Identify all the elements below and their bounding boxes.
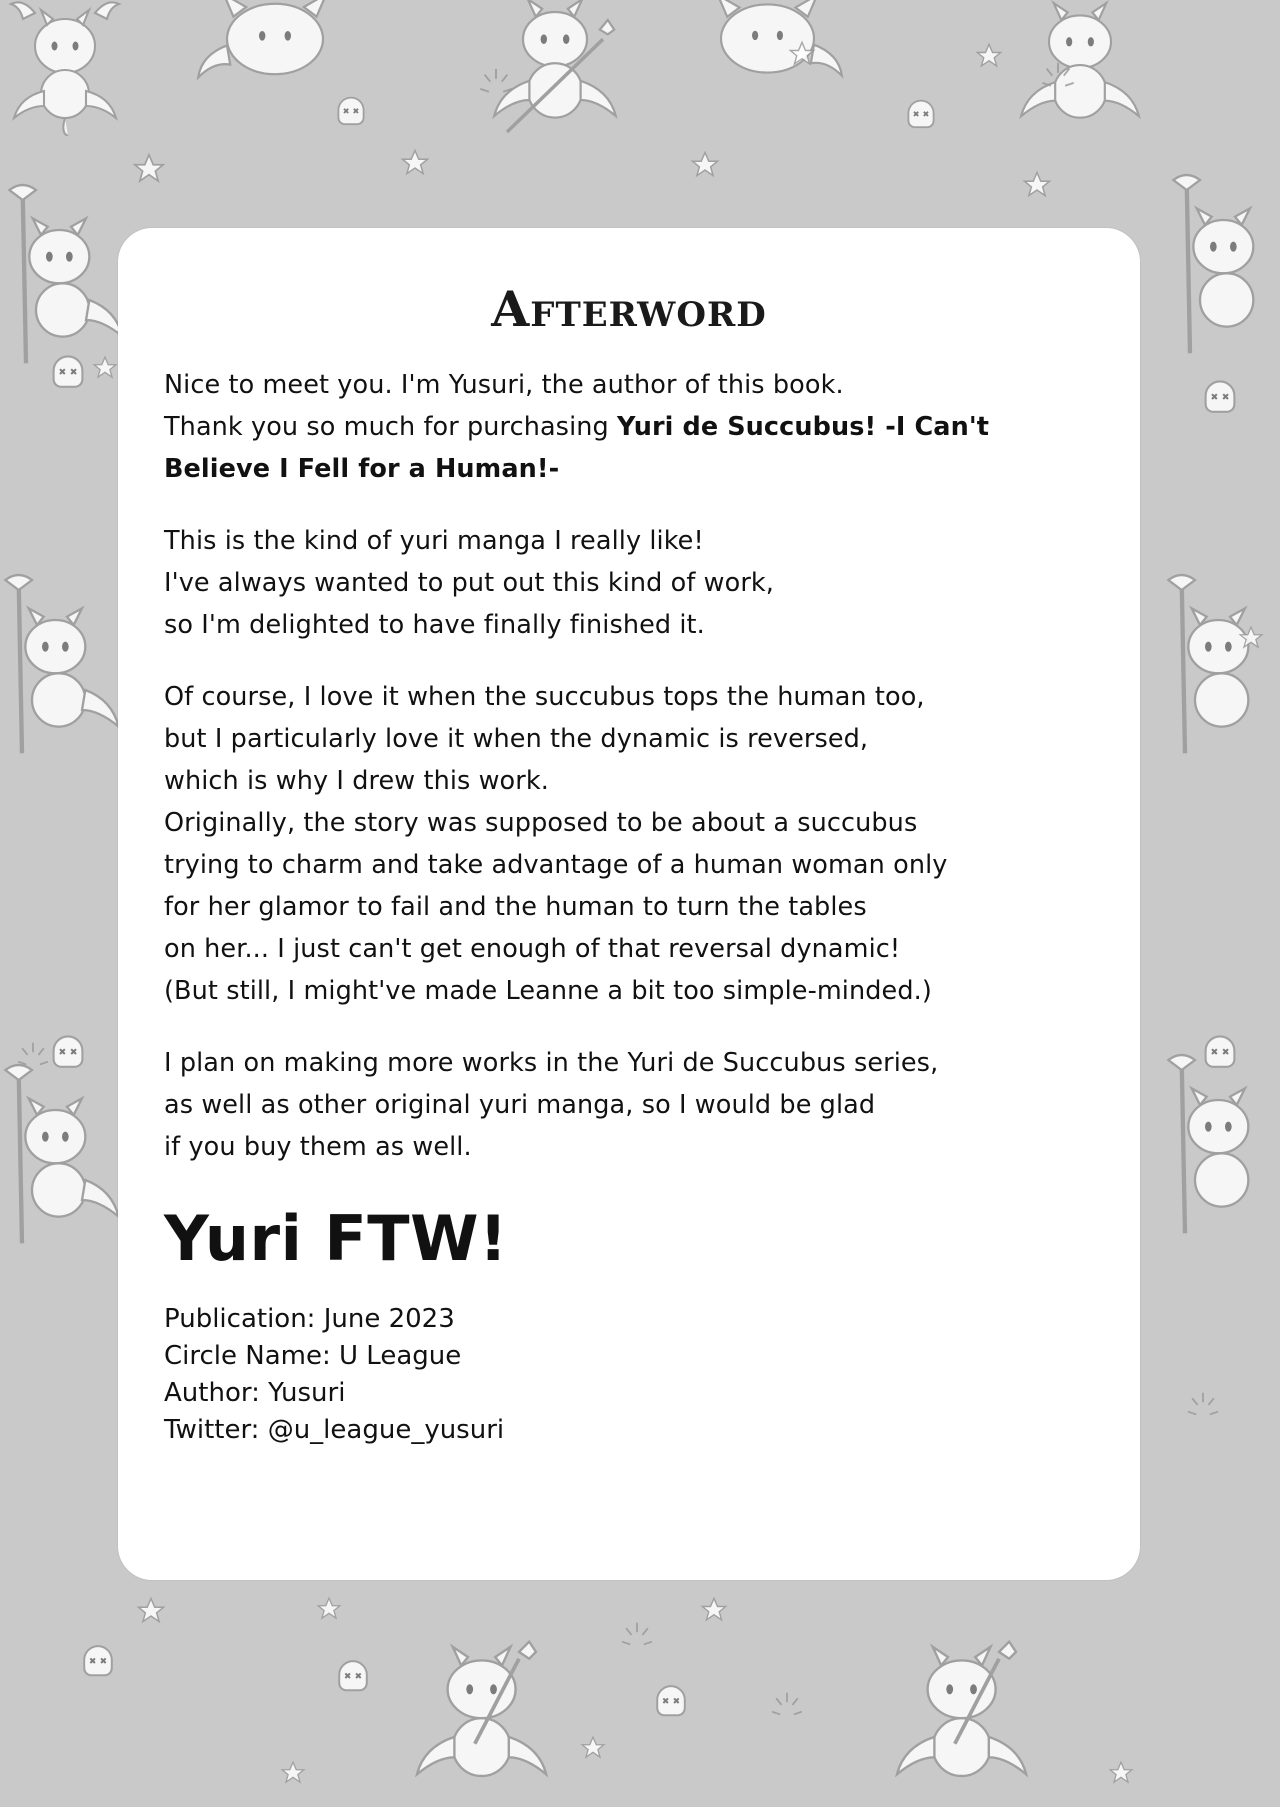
text-line: Of course, I love it when the succubus tops the human too, <box>164 682 925 712</box>
text-line: if you buy them as well. <box>164 1132 472 1162</box>
paragraph-dynamic <box>164 676 1094 1012</box>
succubus-chibi-icon <box>690 0 845 101</box>
star-icon <box>1022 170 1052 200</box>
succubus-chibi-icon <box>0 1060 132 1260</box>
star-icon <box>316 1596 342 1622</box>
skull-icon <box>330 92 372 134</box>
slogan: Yuri FTW! <box>164 1202 508 1275</box>
text-line: I've always wanted to put out this kind of work, <box>164 568 774 598</box>
text-line: This is the kind of yuri manga I really like! <box>164 526 704 556</box>
succubus-chibi-icon <box>0 0 140 136</box>
colophon-circle-name: Circle Name: U League <box>164 1341 462 1371</box>
text-line: so I'm delighted to have finally finished it. <box>164 610 705 640</box>
text-line-bold: Believe I Fell for a Human!- <box>164 454 560 484</box>
succubus-chibi-icon <box>400 1630 570 1807</box>
star-icon <box>400 148 430 178</box>
succubus-chibi-icon <box>880 1630 1050 1807</box>
star-icon <box>580 1735 606 1761</box>
sparkle-icon <box>1186 1390 1220 1428</box>
text-line: as well as other original yuri manga, so I would be glad <box>164 1090 876 1120</box>
skull-icon <box>44 350 92 398</box>
skull-icon <box>330 1655 376 1701</box>
afterword-body <box>164 364 1094 1168</box>
text-line: (But still, I might've made Leanne a bit too simple-minded.) <box>164 976 932 1006</box>
star-icon <box>975 42 1003 70</box>
skull-icon <box>1196 375 1244 423</box>
text-line: but I particularly love it when the dynamic is reversed, <box>164 724 869 754</box>
paragraph-likes <box>164 520 1094 646</box>
colophon-publication: Publication: June 2023 <box>164 1304 455 1334</box>
text-line: Nice to meet you. I'm Yusuri, the author of this book. <box>164 370 844 400</box>
star-icon <box>788 40 816 68</box>
star-icon <box>690 150 720 180</box>
skull-icon <box>900 95 942 137</box>
sparkle-icon <box>1040 60 1076 100</box>
star-icon <box>92 355 118 381</box>
star-icon <box>132 152 166 186</box>
text-line: which is why I drew this work. <box>164 766 549 796</box>
text-line <box>164 406 1094 448</box>
page-title: Afterword <box>491 280 767 338</box>
text-line: trying to charm and take advantage of a human woman only <box>164 850 948 880</box>
colophon <box>164 1301 1094 1449</box>
paragraph-intro <box>164 364 1094 490</box>
succubus-chibi-icon <box>1150 170 1280 370</box>
paragraph-plans <box>164 1042 1094 1168</box>
succubus-chibi-icon <box>0 570 132 770</box>
succubus-chibi-icon <box>1145 570 1280 770</box>
skull-icon <box>1196 1030 1244 1078</box>
succubus-chibi-icon <box>1145 1050 1280 1250</box>
colophon-twitter: Twitter: @u_league_yusuri <box>164 1415 505 1445</box>
succubus-chibi-icon <box>1000 0 1160 141</box>
succubus-chibi-icon <box>195 0 355 104</box>
sparkle-icon <box>620 1620 654 1658</box>
sparkle-icon <box>478 66 514 106</box>
star-icon <box>700 1596 728 1624</box>
skull-icon <box>648 1680 694 1726</box>
star-icon <box>136 1596 166 1626</box>
text-line: I plan on making more works in the Yuri de Succubus series, <box>164 1048 939 1078</box>
star-icon <box>1108 1760 1134 1786</box>
text-line: on her... I just can't get enough of that reversal dynamic! <box>164 934 901 964</box>
sparkle-icon <box>770 1690 804 1728</box>
skull-icon <box>44 1030 92 1078</box>
star-icon <box>1238 625 1264 651</box>
afterword-page-card <box>118 228 1140 1580</box>
skull-icon <box>75 1640 121 1686</box>
text-run: Thank you so much for purchasing <box>164 412 618 442</box>
text-line: for her glamor to fail and the human to turn the tables <box>164 892 867 922</box>
text-run-bold: Yuri de Succubus! -I Can't <box>617 412 990 442</box>
text-line: Originally, the story was supposed to be about a succubus <box>164 808 918 838</box>
sparkle-icon <box>16 1040 50 1078</box>
star-icon <box>280 1760 306 1786</box>
colophon-author: Author: Yusuri <box>164 1378 346 1408</box>
